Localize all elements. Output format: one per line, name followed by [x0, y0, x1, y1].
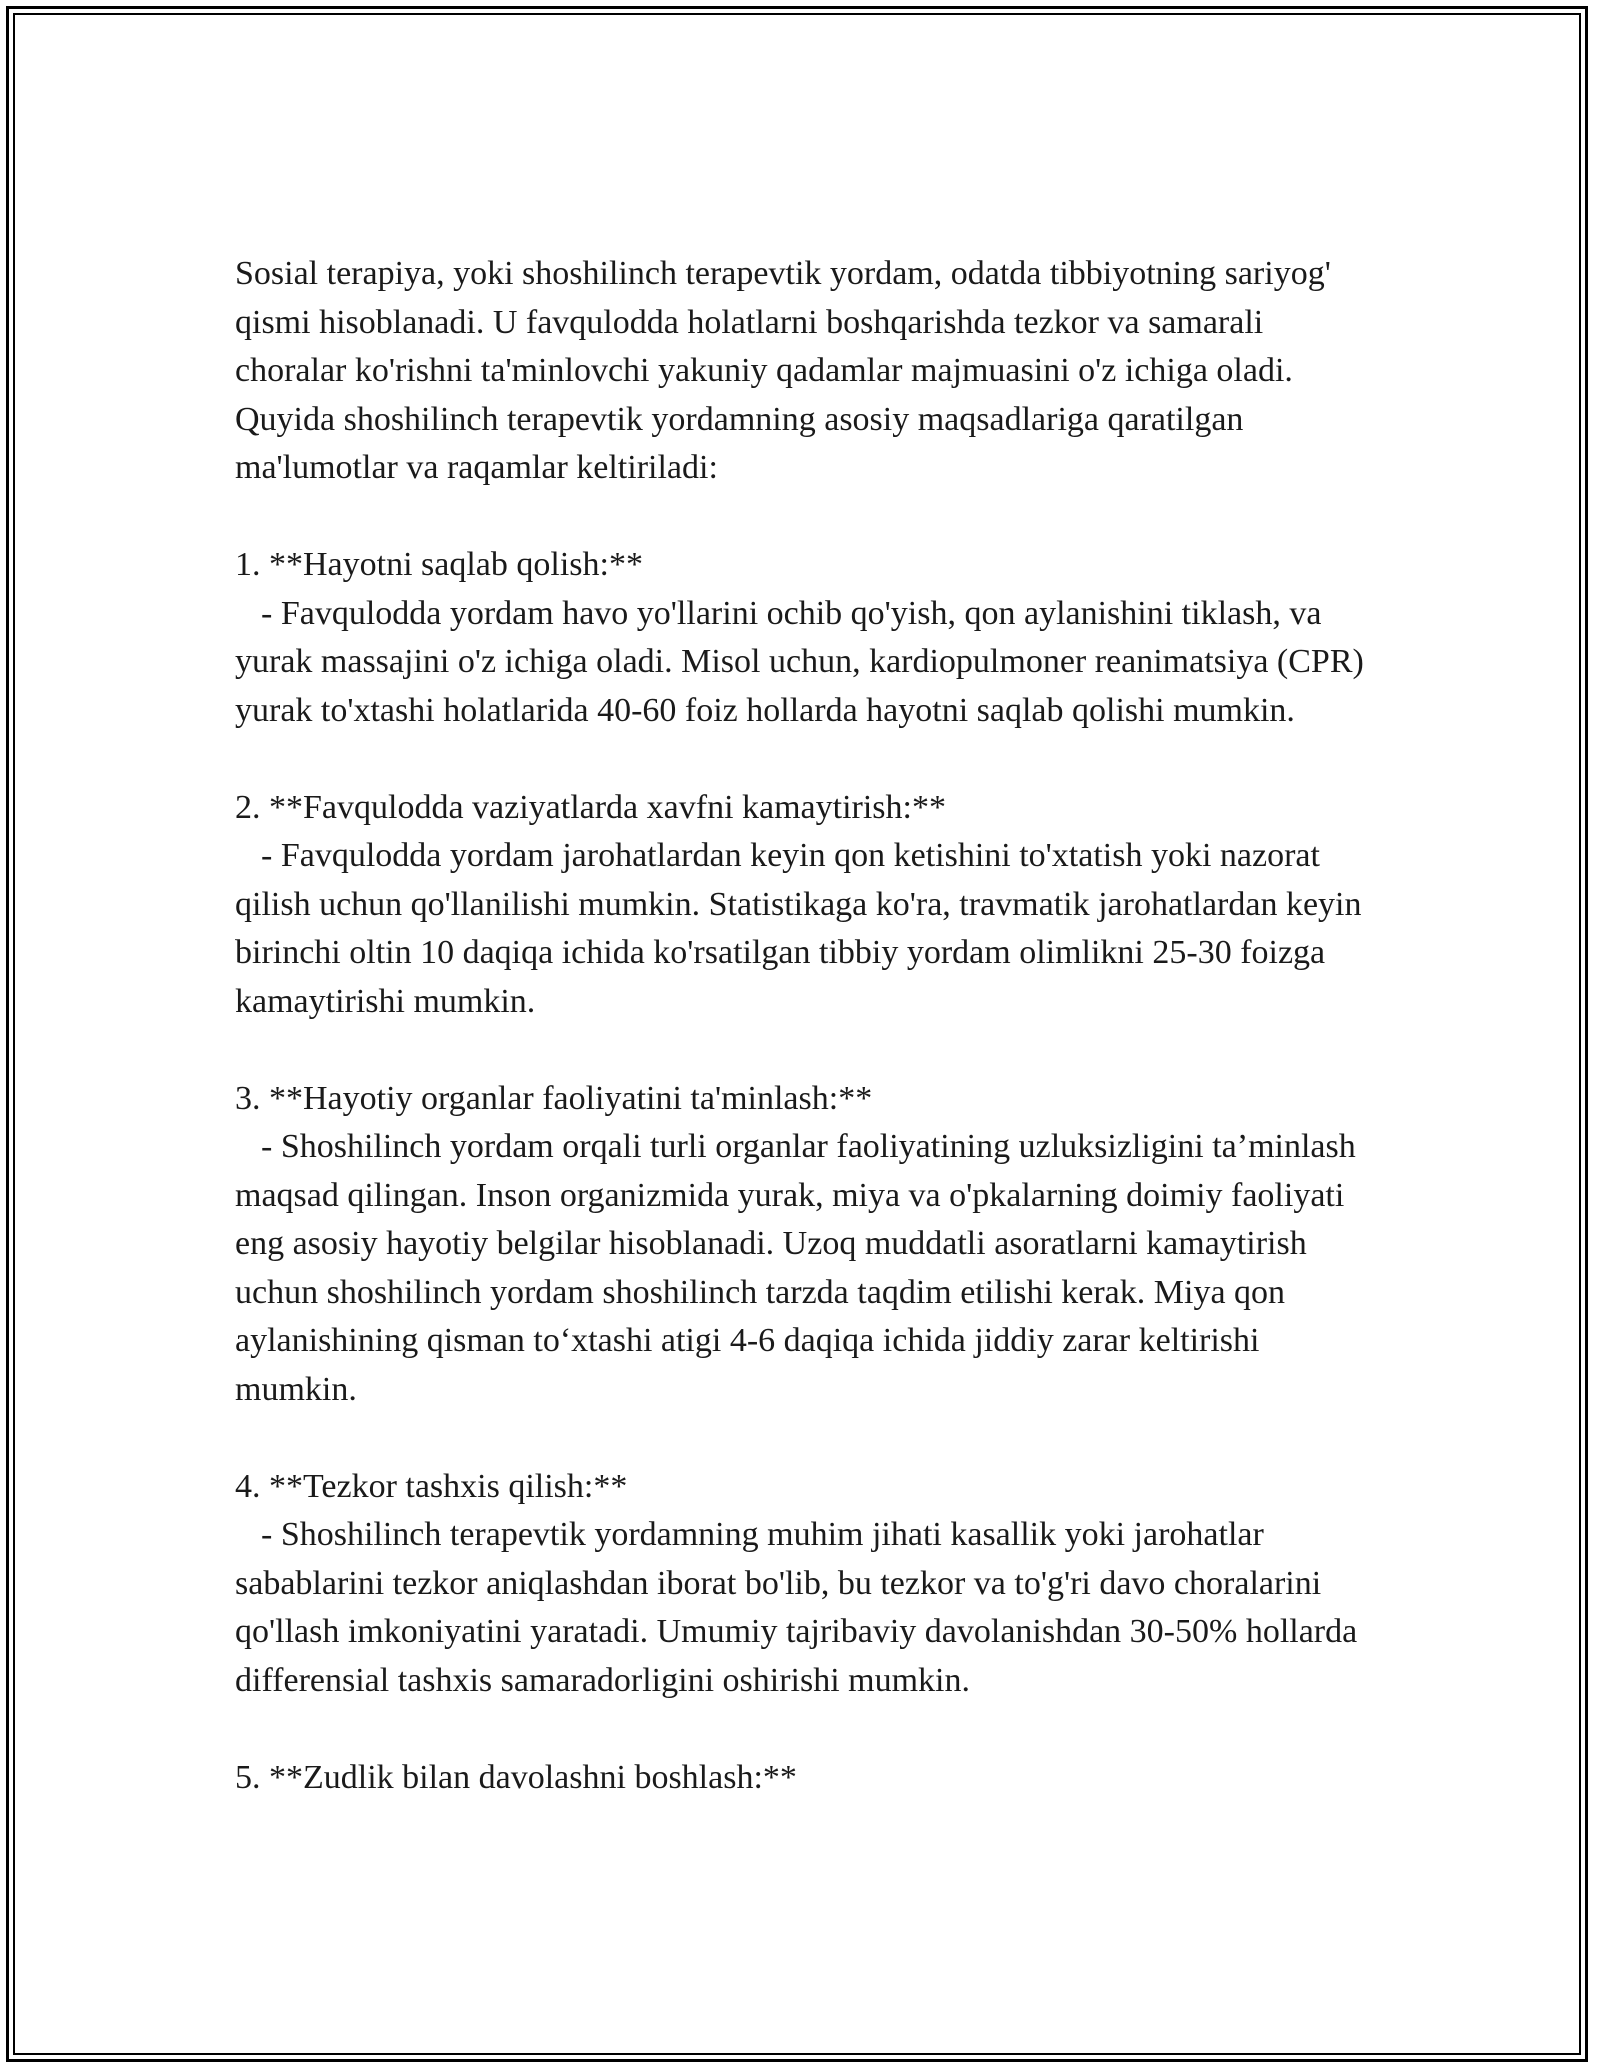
section-1: [235, 541, 1375, 735]
section-heading: 4. **Tezkor tashxis qilish:**: [235, 1467, 628, 1505]
intro-paragraph: Sosial terapiya, yoki shoshilinch terapevtik yordam, odatda tibbiyotning sariyog' qismi hisoblanadi. U favqulodda holatlarni boshqarishda tezkor va samarali choralar ko'rishni ta'minlovchi yakuniy qadamlar majmuasini o'z ichiga oladi. Quyida shoshilinch terapevtik yordamning asosiy maqsadlariga qaratilgan ma'lumotlar va raqamlar keltiriladi:: [235, 255, 1331, 486]
section-heading: 2. **Favqulodda vaziyatlarda xavfni kamaytirish:**: [235, 788, 946, 826]
section-body-text: - Shoshilinch terapevtik yordamning muhim jihati kasallik yoki jarohatlar sabablarini tezkor aniqlashdan iborat bo'lib, bu tezkor va to'g'ri davo choralarini qo'llash imkoniyatini yaratadi. Umumiy tajribaviy davolanishdan 30-50% hollarda differensial tashxis samaradorligini oshirishi mumkin.: [235, 1516, 1358, 1699]
section-4: [235, 1463, 1375, 1706]
section-3: [235, 1075, 1375, 1415]
section-body-text: - Favqulodda yordam jarohatlardan keyin qon ketishini to'xtatish yoki nazorat qilish uchun qo'llanilishi mumkin. Statistikaga ko'ra, travmatik jarohatlardan keyin birinchi oltin 10 daqiqa ichida ko'rsatilgan tibbiy yordam olimlikni 25-30 foizga kamaytirishi mumkin.: [235, 837, 1362, 1020]
section-body: [235, 1511, 1375, 1705]
document-body: [235, 250, 1375, 1851]
section-body: [235, 590, 1375, 736]
section-heading: 5. **Zudlik bilan davolashni boshlash:**: [235, 1758, 797, 1796]
section-body-text: - Shoshilinch yordam orqali turli organlar faoliyatining uzluksizligini ta’minlash maqsad qilingan. Inson organizmida yurak, miya va o'pkalarning doimiy faoliyati eng asosiy hayotiy belgilar hisoblanadi. Uzoq muddatli asoratlarni kamaytirish uchun shoshilinch yordam shoshilinch tarzda taqdim etilishi kerak. Miya qon aylanishining qisman to‘xtashi atigi 4-6 daqiqa ichida jiddiy zarar keltirishi mumkin.: [235, 1128, 1356, 1408]
section-heading: 3. **Hayotiy organlar faoliyatini ta'minlash:**: [235, 1079, 873, 1117]
section-body: [235, 1123, 1375, 1414]
section-body-text: - Favqulodda yordam havo yo'llarini ochib qo'yish, qon aylanishini tiklash, va yurak massajini o'z ichiga oladi. Misol uchun, kardiopulmoner reanimatsiya (CPR) yurak to'xtashi holatlarida 40-60 foiz hollarda hayotni saqlab qolishi mumkin.: [235, 594, 1364, 729]
section-5: [235, 1754, 1375, 1803]
section-2: [235, 784, 1375, 1027]
section-body: [235, 832, 1375, 1026]
section-heading: 1. **Hayotni saqlab qolish:**: [235, 546, 643, 583]
